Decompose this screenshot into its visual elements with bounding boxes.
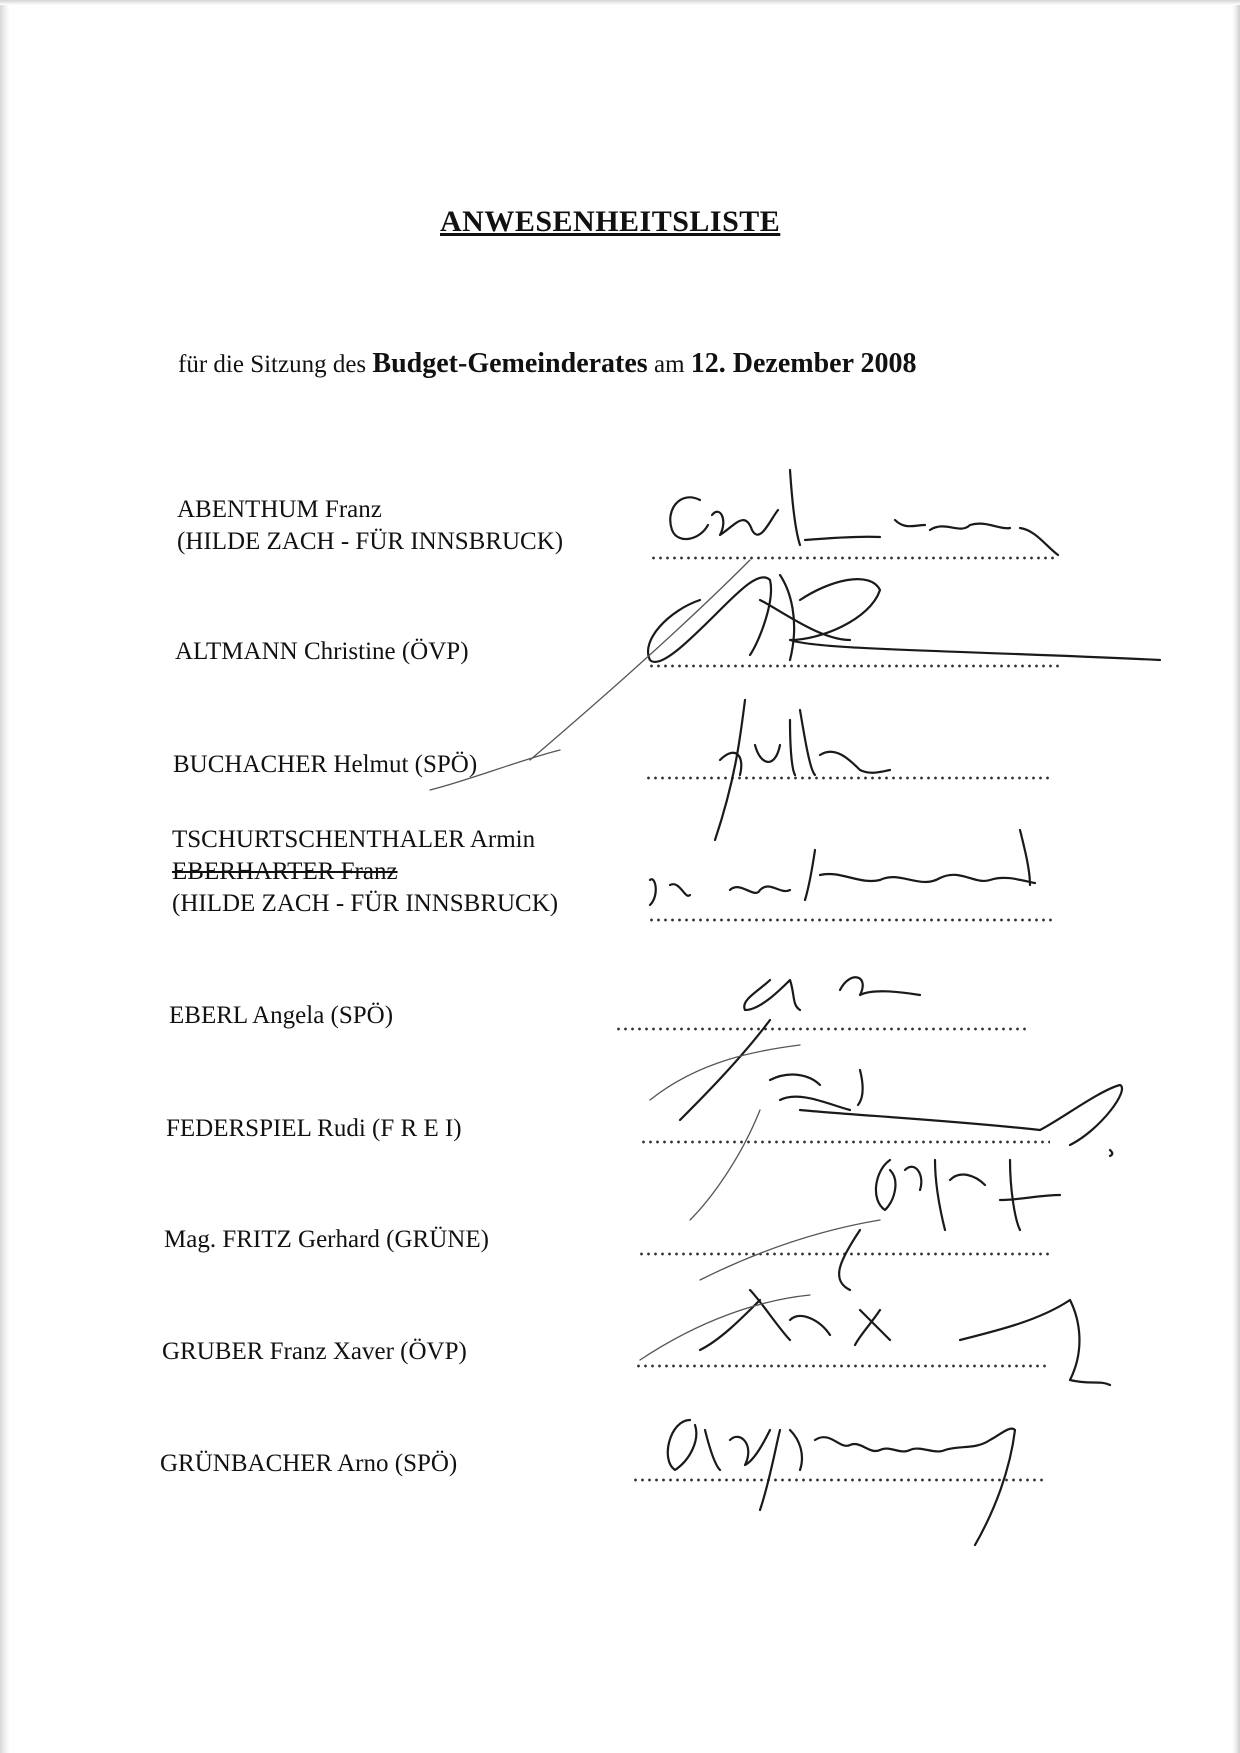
attendee-name: ABENTHUM Franz xyxy=(177,496,382,523)
signature-federspiel xyxy=(650,1045,1122,1220)
struck-attendee-name: EBERHARTER Franz xyxy=(172,858,398,885)
subtitle-middle: am xyxy=(653,351,685,378)
signature-fritz xyxy=(700,1160,1060,1290)
meeting-date: 12. Dezember 2008 xyxy=(690,348,917,379)
meeting-name: Budget-Gemeinderates xyxy=(372,348,648,379)
document-title: ANWESENHEITSLISTE xyxy=(440,205,781,238)
signature-tschurtschenthaler xyxy=(650,830,1035,905)
signature-altmann xyxy=(530,560,1160,760)
attendee-name: ALTMANN Christine (ÖVP) xyxy=(175,638,469,665)
signature-abenthum xyxy=(670,470,1058,555)
attendee-name: BUCHACHER Helmut (SPÖ) xyxy=(173,751,478,778)
attendee-name: GRÜNBACHER Arno (SPÖ) xyxy=(160,1450,458,1477)
attendee-name: GRUBER Franz Xaver (ÖVP) xyxy=(162,1338,467,1365)
signature-gruber xyxy=(640,1290,1110,1385)
attendee-party: (HILDE ZACH - FÜR INNSBRUCK) xyxy=(172,890,559,917)
attendee-party: (HILDE ZACH - FÜR INNSBRUCK) xyxy=(177,528,564,555)
attendee-name: FEDERSPIEL Rudi (F R E I) xyxy=(166,1115,462,1142)
signature-buchacher xyxy=(430,700,890,840)
attendee-name: EBERL Angela (SPÖ) xyxy=(169,1002,394,1029)
subtitle-prefix: für die Sitzung des xyxy=(178,351,367,378)
signature-eberl xyxy=(680,977,920,1120)
attendee-name: TSCHURTSCHENTHALER Armin xyxy=(172,826,536,853)
signature-gruenbacher xyxy=(668,1420,1015,1545)
attendee-name: Mag. FRITZ Gerhard (GRÜNE) xyxy=(164,1226,489,1253)
